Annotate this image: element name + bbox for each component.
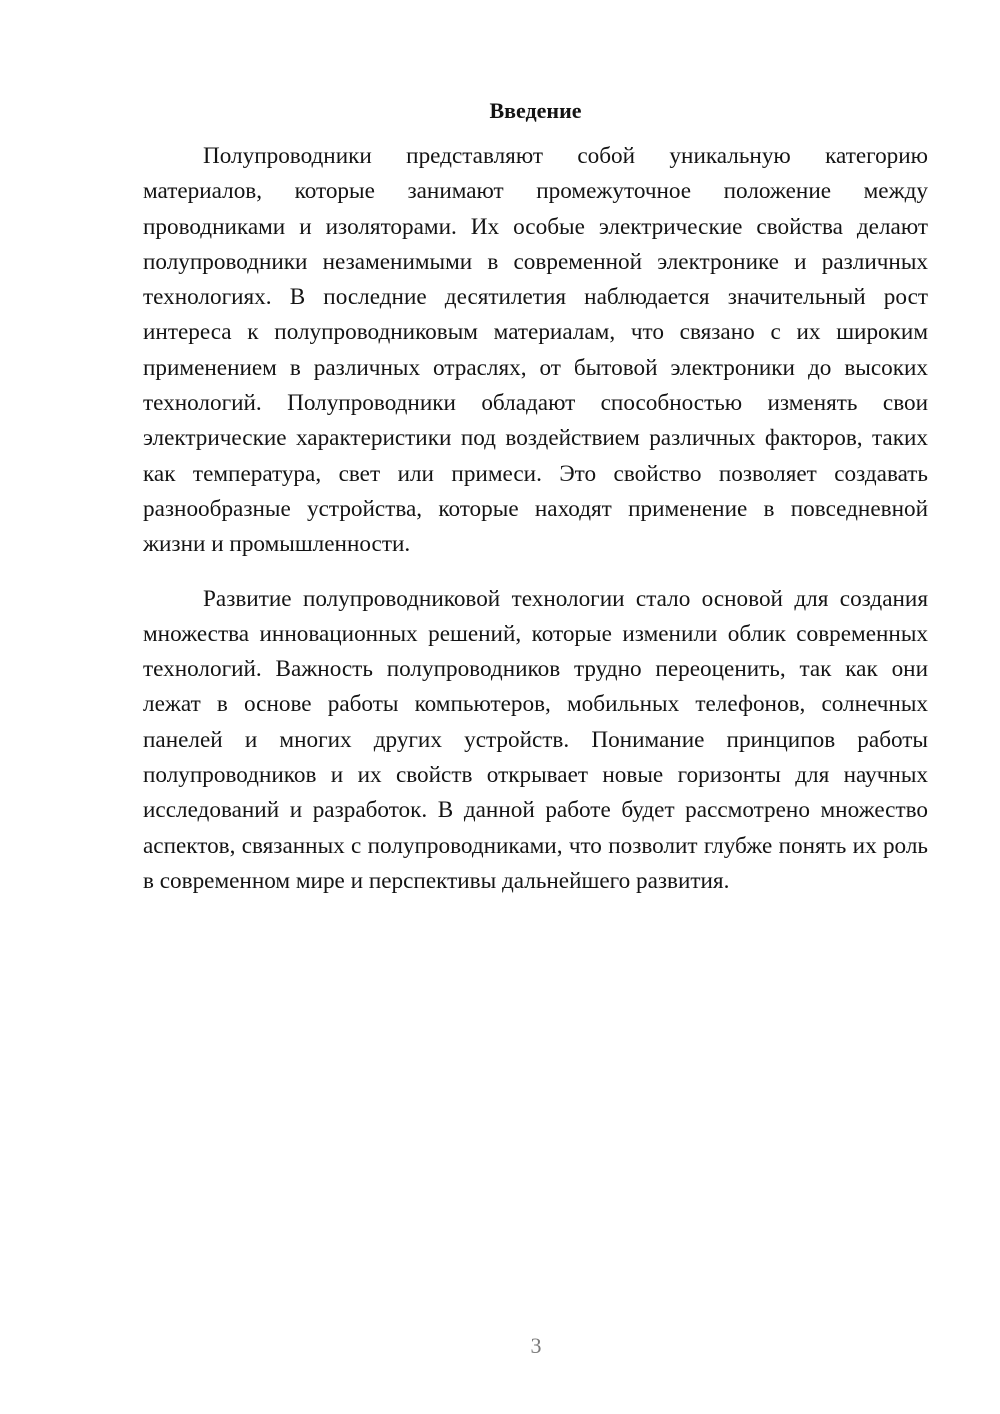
page-number: 3 <box>530 1333 542 1358</box>
page-content <box>143 95 928 918</box>
paragraph-2: Развитие полупроводниковой технологии стало основой для создания множества инновационных решений, которые изменили облик современных технологий. Важность полупроводников трудно переоценить, так как они лежат в основе работы компьютеров, мобильных телефонов, солнечных панелей и многих других устройств. Понимание принципов работы полупроводников и их свойств открывает новые горизонты для научных исследований и разработок. В данной работе будет рассмотрено множество аспектов, связанных с полупроводниками, что позволит глубже понять их роль в современном мире и перспективы дальнейшего развития. <box>143 585 928 894</box>
section-heading: Введение <box>489 98 582 123</box>
paragraph-1: Полупроводники представляют собой уникальную категорию материалов, которые занимают промежуточное положение между проводниками и изоляторами. Их особые электрические свойства делают полупроводники незаменимыми в современной электронике и различных технологиях. В последние десятилетия наблюдается значительный рост интереса к полупроводниковым материалам, что связано с их широким применением в различных отраслях, от бытовой электроники до высоких технологий. Полупроводники обладают способностью изменять свои электрические характеристики под воздействием различных факторов, таких как температура, свет или примеси. Это свойство позволяет создавать разнообразные устройства, которые находят применение в повседневной жизни и промышленности. <box>143 143 928 558</box>
